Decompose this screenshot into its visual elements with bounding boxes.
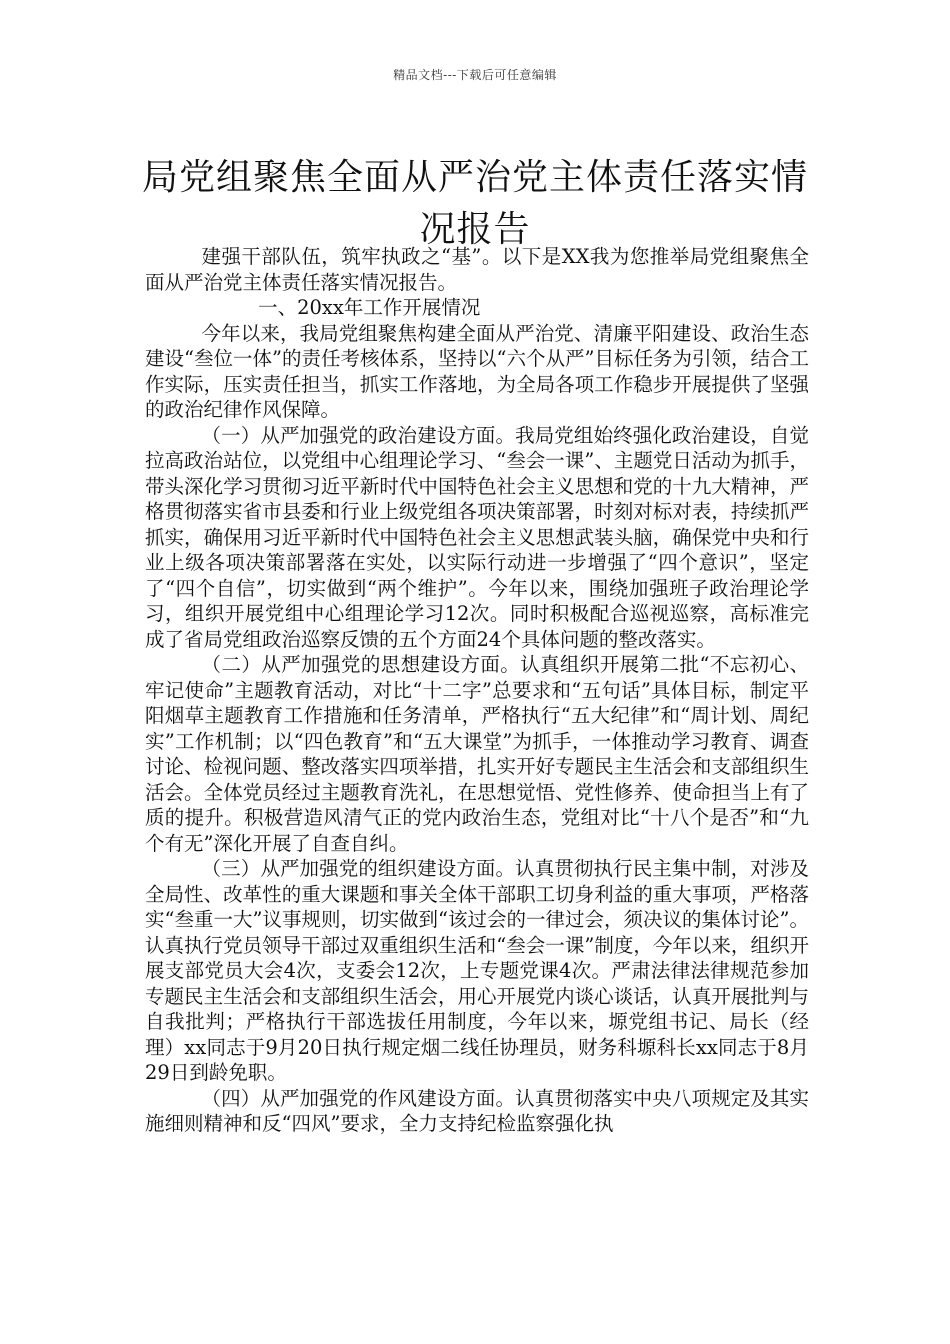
body-paragraph: （一）从严加强党的政治建设方面。我局党组始终强化政治建设，自觉拉高政治站位，以党组中心组理论学习、“叁会一课”、主题党日活动为抓手，带头深化学习贯彻习近平新时代中国特色社会主义思想和党的十九大精神，严格贯彻落实省市县委和行业上级党组各项决策部署，时刻对标对表，持续抓严抓实，确保用习近平新时代中国特色社会主义思想武装头脑，确保党中央和行业上级各项决策部署落在实处，以实际行动进一步增强了“四个意识”，坚定了“四个自信”，切实做到“两个维护”。今年以来，围绕加强班子政治理论学习，组织开展党组中心组理论学习12次。同时积极配合巡视巡察，高标准完成了省局党组政治巡察反馈的五个方面24个具体问题的整改落实。 (145, 423, 809, 651)
header-note: 精品文档---下载后可任意编辑 (393, 68, 557, 82)
document-title: 局党组聚焦全面从严治党主体责任落实情况报告 (141, 157, 808, 251)
body-paragraph: （三）从严加强党的组织建设方面。认真贯彻执行民主集中制，对涉及全局性、改革性的重大课题和事关全体干部职工切身利益的重大事项，严格落实“叁重一大”议事规则，切实做到“该过会的一律过会，须决议的集体讨论”。认真执行党员领导干部过双重组织生活和“叁会一课”制度，今年以来，组织开展支部党员大会4次，支委会12次，上专题党课4次。严肃法律法律规范参加专题民主生活会和支部组织生活会，用心开展党内谈心谈话，认真开展批判与自我批判；严格执行干部选拔任用制度，今年以来，塬党组书记、局长（经理）xx同志于9月20日执行规定烟二线任协理员，财务科塬科长xx同志于8月29日到龄免职。 (145, 857, 809, 1084)
body-paragraph: （四）从严加强党的作风建设方面。认真贯彻落实中央八项规定及其实施细则精神和反“四风”要求，全力支持纪检监察强化执 (145, 1086, 809, 1135)
section-heading: 一、20xx年工作开展情况 (258, 296, 481, 319)
body-paragraph: （二）从严加强党的思想建设方面。认真组织开展第二批“不忘初心、牢记使命”主题教育活动，对比“十二字”总要求和“五句话”具体目标，制定平阳烟草主题教育工作措施和任务清单，严格执行“五大纪律”和“周计划、周纪实”工作机制；以“四色教育”和“五大课堂”为抓手，一体推动学习教育、调查讨论、检视问题、整改落实四项举措，扎实开好专题民主生活会和支部组织生活会。全体党员经过主题教育洗礼，在思想觉悟、党性修养、使命担当上有了质的提升。积极营造风清气正的党内政治生态，党组对比“十八个是否”和“九个有无”深化开展了自查自纠。 (145, 653, 809, 855)
body-paragraph: 今年以来，我局党组聚焦构建全面从严治党、清廉平阳建设、政治生态建设“叁位一体”的责任考核体系，坚持以“六个从严”目标任务为引领，结合工作实际，压实责任担当，抓实工作落地，为全局各项工作稳步开展提供了坚强的政治纪律作风保障。 (145, 321, 809, 421)
intro-paragraph: 建强干部队伍，筑牢执政之“基”。以下是XX我为您推举局党组聚焦全面从严治党主体责任落实情况报告。 (145, 245, 809, 294)
document-body (145, 244, 809, 1137)
